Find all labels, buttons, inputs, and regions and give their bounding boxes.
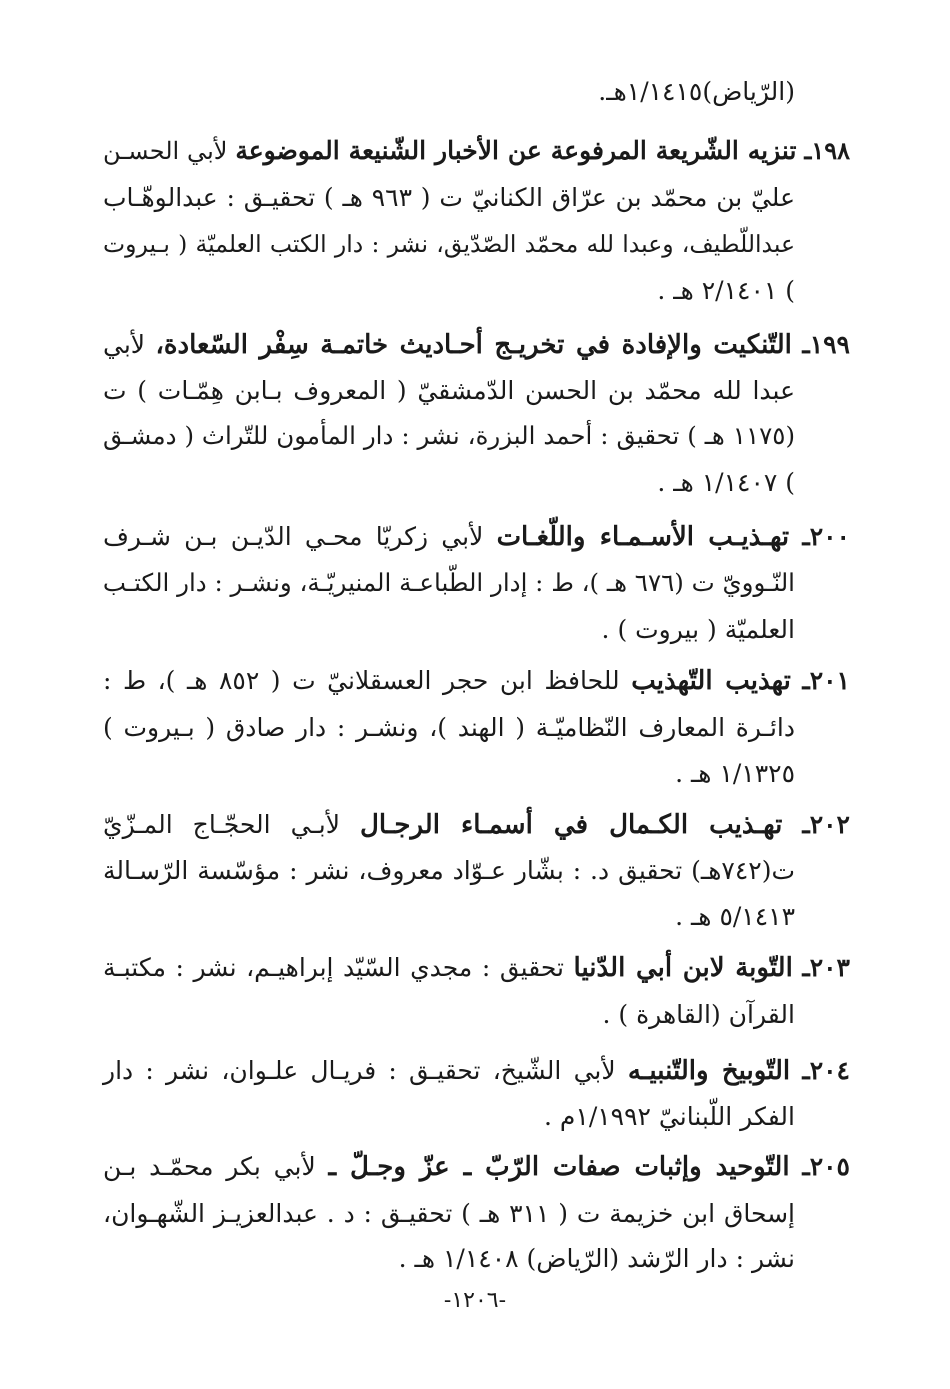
- entry-199-line-4: [657, 463, 795, 503]
- text-line: إسحاق ابن خزيمة ت ( ٣١١ هـ ) تحقيـق : د . عبدالعزيـز الشّهـوان،: [103, 1199, 795, 1228]
- text-line: دائـرة المعارف النّظاميّـة ( الهند )، ونشـر : دار صادق ( بـيروت ): [103, 713, 795, 742]
- entry-author: لأبي زكريّا محـي الدّيـن بـن شـرف: [103, 522, 484, 551]
- text-line: عليّ بن محمّد بن عرّاق الكنانيّ ت ( ٩٦٣ هـ ) تحقيـق : عبدالوهّـاب: [103, 183, 795, 212]
- entry-title: التّوحيد وإثبات صفات الرّبّ ـ عزّ وجـلّ ـ: [328, 1152, 790, 1182]
- text-line: ٥/١٤١٣ هـ .: [675, 902, 795, 931]
- entry-199-line-2: [103, 371, 795, 411]
- entry-number: ٢٠٤ـ: [802, 1056, 850, 1085]
- text-line: عبدا لله محمّد بن الحسن الدّمشقيّ ( المعروف بـابن هِمّـات ) ت: [103, 376, 795, 405]
- entry-202-first-line: [103, 805, 850, 845]
- entry-198-line-3: [103, 224, 795, 264]
- entry-title: التّوبيخ والتّنبيـه: [627, 1056, 791, 1086]
- entry-205-line-3: [399, 1239, 795, 1279]
- entry-title: تهذيب التّهذيب: [631, 666, 791, 696]
- entry-author: لأبي الحسـن: [103, 137, 228, 165]
- entry-199-first-line: [103, 325, 850, 365]
- entry-title: تنزيه الشّريعة المرفوعة عن الأخبار الشّنيعة الموضوعة: [235, 136, 797, 165]
- entry-author: لأبي: [103, 330, 146, 359]
- entry-200-line-3: [602, 610, 795, 650]
- text-line: القرآن (القاهرة ) .: [602, 1000, 795, 1029]
- text-line: ) ١/١٤٠٧ هـ .: [657, 468, 795, 497]
- entry-number: ١٩٩ـ: [802, 330, 850, 359]
- entry-200-line-2: [103, 563, 795, 603]
- entry-200-first-line: [103, 517, 850, 557]
- entry-204-first-line: [103, 1051, 850, 1091]
- entry-continuation-line: [598, 72, 795, 112]
- entry-205-line-2: [103, 1194, 795, 1234]
- entry-number: ٢٠١ـ: [802, 666, 850, 695]
- entry-number: ٢٠٢ـ: [802, 810, 850, 839]
- text-line: (١١٧٥ هـ ) تحقيق : أحمد البزرة، نشر : دار المأمون للتّراث ( دمشـق: [103, 421, 795, 450]
- entry-author: لأبـي الحجّـاج المـزّيّ: [103, 810, 340, 839]
- entry-203-first-line: [103, 948, 850, 988]
- text-line: ت(٧٤٢هـ) تحقيق د. : بشّار عـوّاد معروف، نشر : مؤسّسة الرّسـالة: [103, 856, 795, 885]
- entry-204-line-2: [544, 1097, 795, 1137]
- text-line: الفكر اللّبنانيّ ١/١٩٩٢م .: [544, 1102, 795, 1131]
- entry-title: تهـذيـب الأسـمـاء واللّغـات: [496, 522, 790, 552]
- entry-number: ٢٠٣ـ: [802, 953, 850, 982]
- entry-201-line-3: [675, 754, 795, 794]
- entry-202-line-3: [675, 897, 795, 937]
- entry-number: ٢٠٠ـ: [802, 522, 850, 551]
- entry-author: تحقيق : مجدي السّيّد إبراهيـم، نشر : مكتبـة: [103, 953, 564, 982]
- text-line: (الرّياض)١/١٤١٥هـ.: [598, 77, 795, 106]
- entry-198-line-2: [103, 178, 795, 218]
- entry-author: لأبي بكر محمّـد بـن: [103, 1152, 316, 1181]
- entry-title: تهـذيب الكـمال في أسمـاء الرجـال: [359, 810, 783, 840]
- text-line: العلميّة ( بيروت ) .: [601, 615, 795, 644]
- entry-title: التّوبة لابن أبي الدّنيا: [573, 953, 793, 983]
- entry-number: ١٩٨ـ: [804, 136, 851, 165]
- text-line: النّـوويّ ت (٦٧٦ هـ )، ط : إدار الطّباعـة المنيريّـة، ونشـر : دار الكتـب: [102, 568, 795, 597]
- text-line: ١/١٣٢٥ هـ .: [675, 759, 795, 788]
- entry-198-line-4: [657, 271, 795, 311]
- entry-202-line-2: [103, 851, 795, 891]
- text-line: نشر : دار الرّشد (الرّياض) ١/١٤٠٨ هـ .: [398, 1244, 795, 1273]
- entry-author: للحافظ ابن حجر العسقلانيّ ت ( ٨٥٢ هـ )، ط :: [103, 666, 620, 695]
- page-number: -١٢٠٦-: [443, 1288, 507, 1313]
- entry-number: ٢٠٥ـ: [802, 1152, 850, 1181]
- entry-205-first-line: [103, 1147, 850, 1187]
- entry-199-line-3: [103, 416, 795, 456]
- text-line: عبداللّطيف، وعبدا لله محمّد الصّدّيق، نشر : دار الكتب العلميّة ( بـيروت: [103, 230, 795, 258]
- entry-201-first-line: [103, 661, 850, 701]
- entry-author: لأبي الشّيخ، تحقيـق : فريـال علـوان، نشر : دار: [103, 1056, 616, 1085]
- entry-203-line-2: [602, 995, 795, 1035]
- entry-198-first-line: [103, 131, 850, 171]
- entry-title: التّنكيت والإفادة في تخريـج أحـاديث خاتمـة سِفْر السّعادة،: [155, 330, 792, 360]
- entry-201-line-2: [103, 708, 795, 748]
- text-line: ) ٢/١٤٠١ هـ .: [657, 276, 795, 305]
